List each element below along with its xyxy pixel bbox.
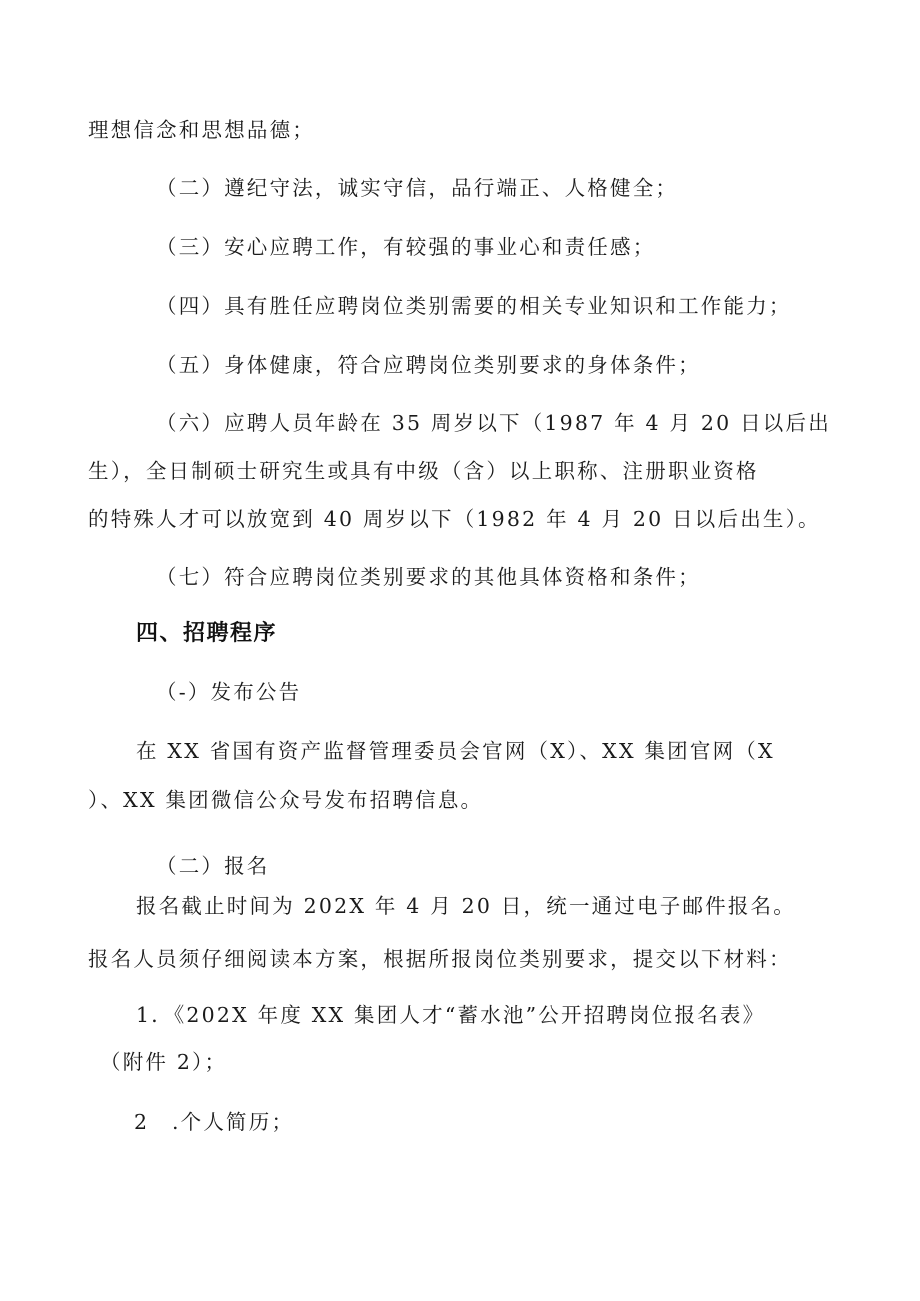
paragraph-line: 在 XX 省国有资产监督管理委员会官网（X）、XX 集团官网（X xyxy=(136,739,775,763)
condition-item-2: （二）遵纪守法，诚实守信，品行端正、人格健全； xyxy=(156,176,679,200)
condition-item-5: （五）身体健康，符合应聘岗位类别要求的身体条件； xyxy=(156,353,701,377)
list-item: 1．《202X 年度 XX 集团人才“蓄水池”公开招聘岗位报名表》 xyxy=(136,1003,766,1027)
subsection-heading: （二）报名 xyxy=(156,854,270,878)
condition-item-6: （六）应聘人员年龄在 35 周岁以下（1987 年 4 月 20 日以后出 xyxy=(156,411,831,435)
condition-item-7: （七）符合应聘岗位类别要求的其他具体资格和条件； xyxy=(156,565,701,589)
paragraph-line: 报名截止时间为 202X 年 4 月 20 日，统一通过电子邮件报名。 xyxy=(136,894,796,918)
paragraph-line: （附件 2）； xyxy=(100,1050,228,1074)
subsection-heading: （-）发布公告 xyxy=(156,680,302,704)
paragraph-line: ）、XX 集团微信公众号发布招聘信息。 xyxy=(88,788,484,812)
paragraph-line: 报名人员须仔细阅读本方案，根据所报岗位类别要求，提交以下材料： xyxy=(88,947,792,971)
condition-item-4: （四）具有胜任应聘岗位类别需要的相关专业知识和工作能力； xyxy=(156,294,792,318)
section-heading: 四、招聘程序 xyxy=(136,621,278,646)
condition-item-3: （三）安心应聘工作，有较强的事业心和责任感； xyxy=(156,235,656,259)
paragraph-line: 生），全日制硕士研究生或具有中级（含）以上职称、注册职业资格 xyxy=(88,459,759,483)
paragraph-line: 理想信念和思想品德； xyxy=(88,118,315,142)
paragraph-line: 的特殊人才可以放宽到 40 周岁以下（1982 年 4 月 20 日以后出生）。 xyxy=(88,507,821,531)
list-item: 2 .个人简历； xyxy=(134,1110,295,1134)
